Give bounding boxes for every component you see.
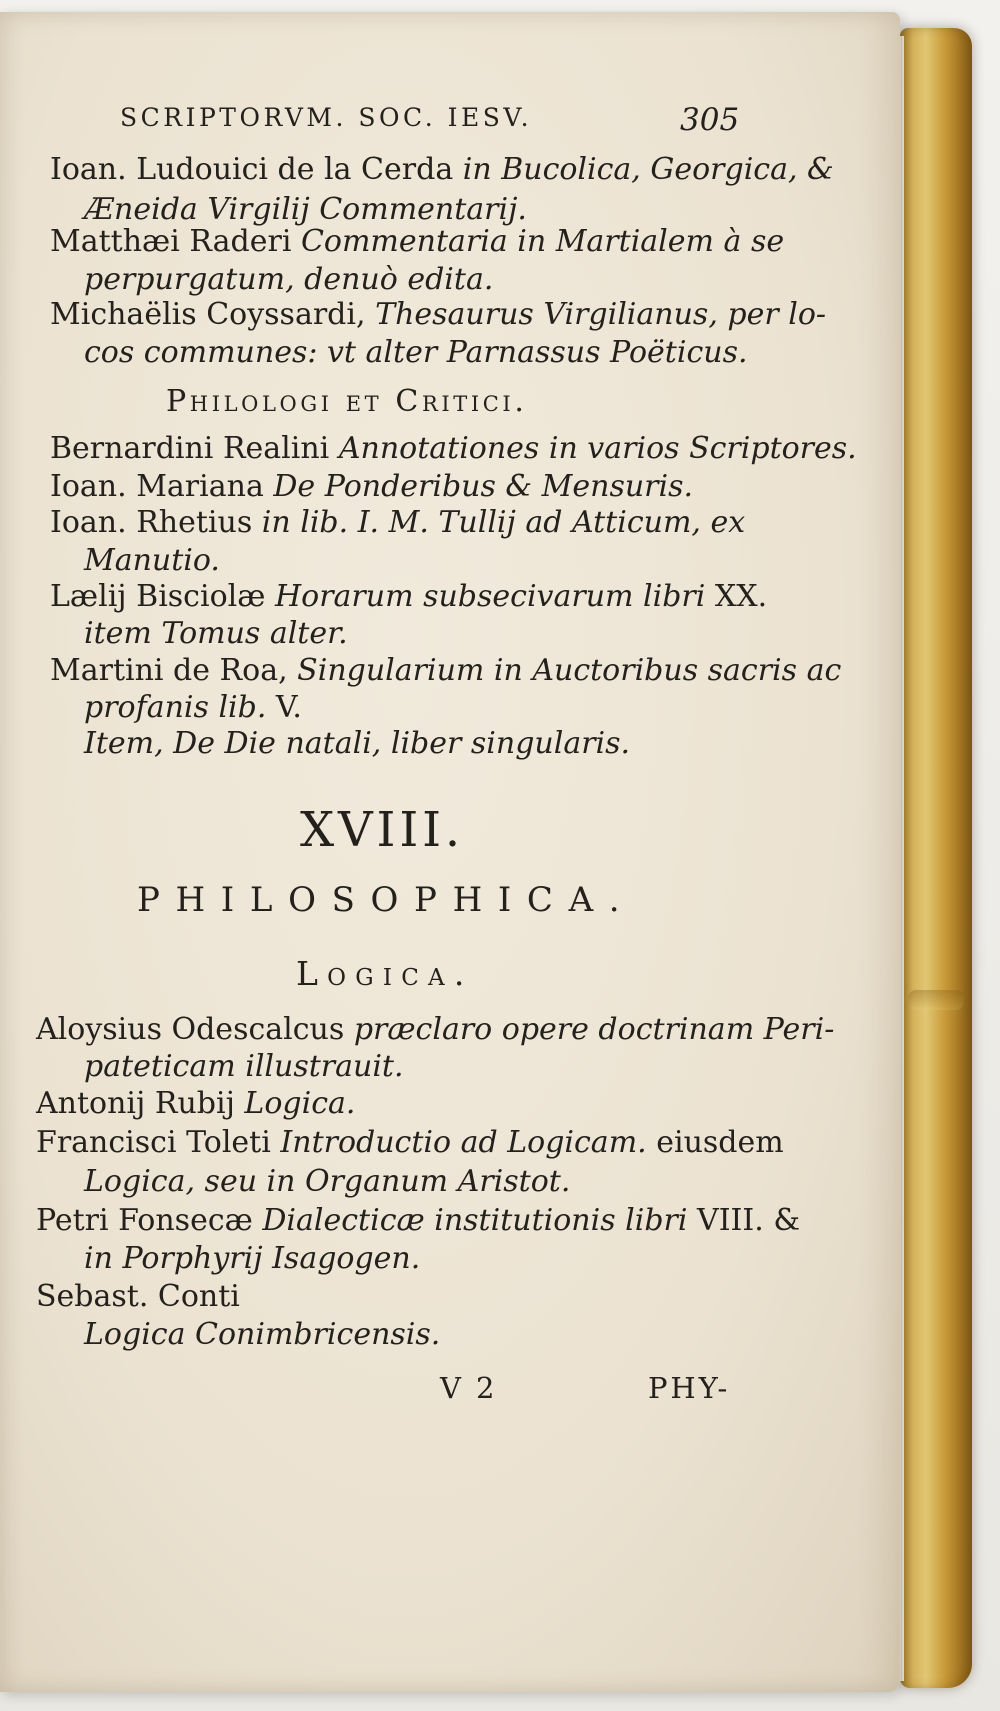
work-title: in Bucolica, Georgica, &: [462, 152, 834, 187]
volume-count: XX.: [714, 579, 768, 614]
entry-line: [36, 1125, 784, 1160]
entry-line: [50, 431, 857, 466]
work-title: in Porphyrij Isagogen.: [84, 1241, 421, 1276]
vellum-cover-edge: [900, 28, 972, 1688]
entry-line: [50, 469, 694, 504]
author-name: Sebast. Conti: [36, 1279, 240, 1314]
author-name: Ioan. Mariana: [50, 469, 264, 504]
work-title: profanis lib.: [84, 690, 267, 725]
author-name: Matthæi Raderi: [50, 224, 292, 259]
section-title: PHILOSOPHICA.: [137, 880, 636, 920]
work-title: Item, De Die natali, liber singularis.: [84, 726, 631, 761]
catchword: PHY-: [648, 1371, 731, 1405]
work-title: Logica, seu in Organum Aristot.: [84, 1164, 571, 1199]
work-title: in lib. I. M. Tullij ad Atticum, ex: [261, 505, 746, 540]
entry-line: [36, 1203, 801, 1238]
entry-line: [84, 1164, 571, 1199]
volume-count: V.: [275, 690, 302, 725]
entry-line: [84, 1241, 421, 1276]
author-name: Martini de Roa,: [50, 653, 288, 688]
entry-line: [50, 653, 842, 688]
volume-count: VIII. &: [697, 1203, 801, 1238]
work-title: Commentaria in Martialem à se: [300, 224, 785, 259]
work-title: item Tomus alter.: [84, 616, 348, 651]
entry-line: [84, 1049, 404, 1084]
running-head-text: SCRIPTORVM. SOC. IESV.: [120, 103, 533, 132]
author-name: Michaëlis Coyssardi,: [50, 297, 366, 332]
philologi-heading: Philologi et Critici.: [166, 384, 528, 419]
running-head: [120, 105, 532, 130]
author-name: Ioan. Ludouici de la Cerda: [50, 152, 454, 187]
entry-line: [50, 505, 746, 540]
author-name: Antonij Rubij: [36, 1086, 235, 1121]
vellum-fold-mark: [908, 990, 964, 1010]
work-title: Singularium in Auctoribus sacris ac: [297, 653, 842, 688]
author-name: Aloysius Odescalcus: [36, 1012, 345, 1047]
author-name: Lælij Bisciolæ: [50, 579, 266, 614]
entry-line: [84, 192, 527, 227]
entry-line: [84, 616, 348, 651]
logica-heading: Logica.: [296, 954, 474, 993]
author-name: Ioan. Rhetius: [50, 505, 253, 540]
work-title: præclaro opere doctrinam Peri-: [353, 1012, 835, 1047]
work-title: Dialecticæ institutionis libri: [262, 1203, 688, 1238]
work-title: De Ponderibus & Mensuris.: [273, 469, 694, 504]
entry-line: [50, 297, 827, 332]
entry-line: [84, 262, 494, 297]
entry-line: [36, 1012, 835, 1047]
entry-line: [36, 1279, 240, 1314]
work-title: Introductio ad Logicam.: [280, 1125, 647, 1160]
author-name: Francisci Toleti: [36, 1125, 271, 1160]
eiusdem-label: eiusdem: [656, 1125, 784, 1160]
author-name: Bernardini Realini: [50, 431, 330, 466]
entry-line: [84, 543, 220, 578]
work-title: Logica Conimbricensis.: [84, 1317, 441, 1352]
entry-line: [84, 335, 748, 370]
printed-page: [0, 12, 900, 1692]
work-title: Manutio.: [84, 543, 220, 578]
work-title: Thesaurus Virgilianus, per lo-: [375, 297, 827, 332]
section-number: XVIII.: [300, 802, 465, 858]
author-name: Petri Fonsecæ: [36, 1203, 253, 1238]
page-number: 305: [680, 102, 740, 138]
work-title: Logica.: [244, 1086, 356, 1121]
work-title: Annotationes in varios Scriptores.: [338, 431, 857, 466]
signature-mark: V 2: [440, 1371, 498, 1405]
work-title: Æneida Virgilij Commentarij.: [84, 192, 527, 227]
work-title: perpurgatum, denuò edita.: [84, 262, 494, 297]
work-title: pateticam illustrauit.: [84, 1049, 404, 1084]
entry-line: [84, 1317, 441, 1352]
entry-line: [36, 1086, 356, 1121]
entry-line: [50, 579, 768, 614]
page-text-block: [0, 12, 900, 1692]
entry-line: [84, 690, 302, 725]
work-title: Horarum subsecivarum libri: [274, 579, 706, 614]
entry-line: [50, 224, 785, 259]
entry-line: [84, 726, 631, 761]
work-title: cos communes: vt alter Parnassus Poëticus.: [84, 335, 748, 370]
entry-line: [50, 152, 834, 187]
